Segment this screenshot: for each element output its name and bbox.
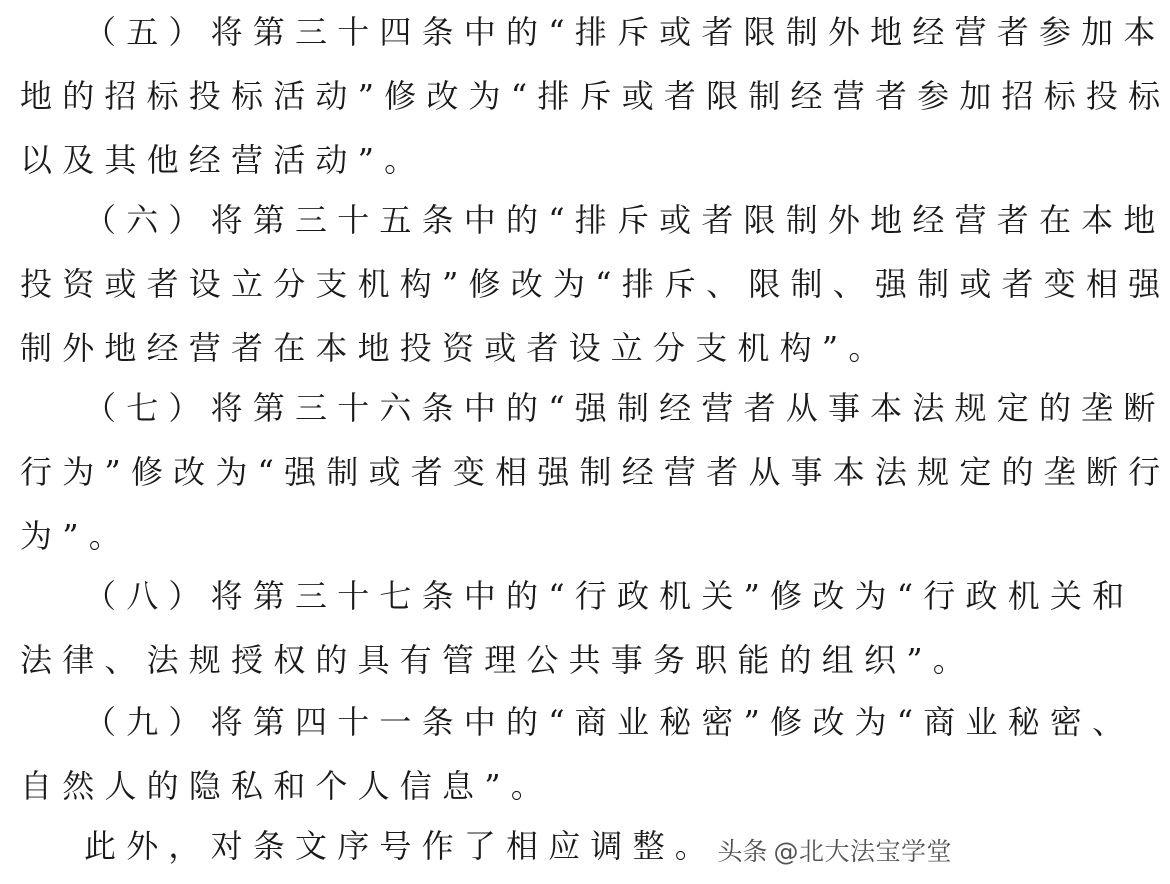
paragraph-7-line-2: 行为”修改为“强制或者变相强制经营者从事本法规定的垄断行 xyxy=(20,453,1170,491)
paragraph-8-line-1: （八）将第三十七条中的“行政机关”修改为“行政机关和 xyxy=(84,577,1135,615)
source-watermark xyxy=(717,832,952,868)
paragraph-6-line-3: 制外地经营者在本地投资或者设立分支机构”。 xyxy=(20,329,891,367)
paragraph-9-line-2: 自然人的隐私和个人信息”。 xyxy=(20,767,553,805)
paragraph-8-line-2: 法律、法规授权的具有管理公共事务职能的组织”。 xyxy=(20,641,975,679)
paragraph-9-line-1: （九）将第四十一条中的“商业秘密”修改为“商业秘密、 xyxy=(84,703,1135,741)
paragraph-7-line-3: 为”。 xyxy=(20,517,131,555)
paragraph-5-line-1: （五）将第三十四条中的“排斥或者限制外地经营者参加本 xyxy=(84,13,1166,51)
paragraph-5-line-2: 地的招标投标活动”修改为“排斥或者限制经营者参加招标投标 xyxy=(20,77,1170,115)
paragraph-5-line-3: 以及其他经营活动”。 xyxy=(20,141,427,179)
closing-note: 此外，对条文序号作了相应调整。 xyxy=(84,827,718,865)
watermark-handle: @北大法宝学堂 xyxy=(773,837,952,866)
paragraph-6-line-2: 投资或者设立分支机构”修改为“排斥、限制、强制或者变相强 xyxy=(20,265,1170,303)
watermark-brand: 头条 xyxy=(717,837,768,866)
paragraph-6-line-1: （六）将第三十五条中的“排斥或者限制外地经营者在本地 xyxy=(84,201,1166,239)
paragraph-7-line-1: （七）将第三十六条中的“强制经营者从事本法规定的垄断 xyxy=(84,389,1166,427)
